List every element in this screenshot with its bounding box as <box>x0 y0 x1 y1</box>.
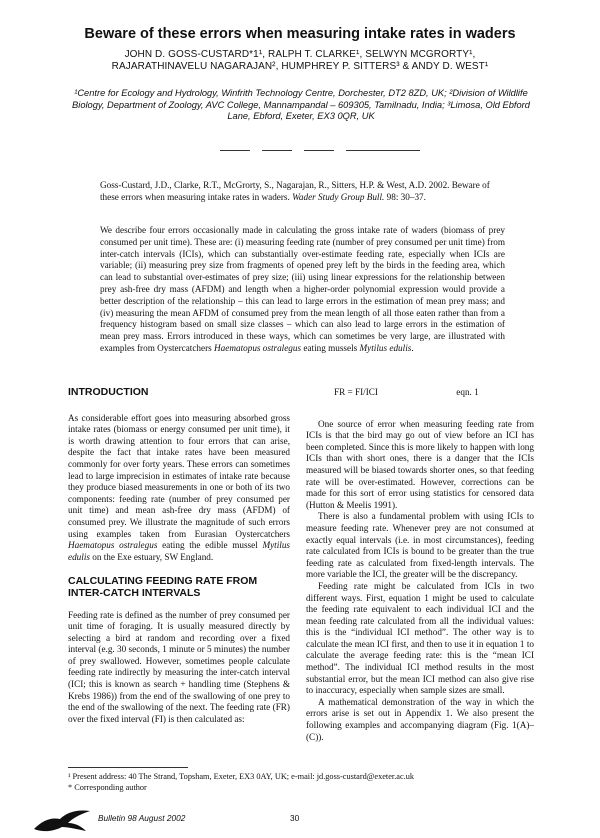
citation <box>100 180 505 204</box>
intro-end: on the Exe estuary, SW England. <box>92 551 214 562</box>
equation-text: FR = FI/ICI <box>334 387 378 397</box>
equation-1 <box>306 387 534 399</box>
footnote-address: ¹ Present address: 40 The Strand, Topsham, Exeter, EX3 0AY, UK; e-mail: jd.goss-custard@exeter.ac.uk <box>68 772 415 781</box>
abstract-species-2: Mytilus edulis <box>359 342 412 353</box>
right-column <box>306 387 534 743</box>
bird-logo-icon <box>32 807 92 835</box>
author-list: JOHN D. GOSS-CUSTARD*1¹, RALPH T. CLARKE¹, SELWYN MCGRORTY¹, RAJARATHINAVELU NAGARAJAN², HUMPHREY P. SITTERS³ & ANDY D. WEST¹ <box>111 49 489 72</box>
equation-label: eqn. 1 <box>456 387 479 397</box>
citation-text: Goss-Custard, J.D., Clarke, R.T., McGrorty, S., Nagarajan, R., Sitters, H.P. & West, A.D. 2002. Beware of these errors when measuring intake rates in waders. <box>100 180 490 202</box>
right-paragraph-1: One source of error when measuring feeding rate from ICIs is that the bird may go out of view before an ICI has been completed. Since this is more likely to happen with long ICIs than with short ones, there is a danger that the ICIs measured will be biased towards shorter ones, so that feeding rate will be over-estimated. However, corrections can be made for this sort of error using statistics for censored data (Hutton & Meelis 1991). <box>306 418 534 510</box>
affiliations: ¹Centre for Ecology and Hydrology, Winfrith Technology Centre, Dorchester, DT2 8ZD, UK; ²Division of Wildlife Biology, Department of Zoology, AVC College, Mannampandal – 609305, Tamilnadu, India; ³Limosa, Old Ebford Lane, Ebford, Exeter, EX3 0QR, UK <box>72 88 530 121</box>
footnotes <box>68 772 518 793</box>
right-paragraph-3: Feeding rate might be calculated from ICIs in two different ways. First, equation 1 might be used to calculate the feeding rate equivalent to each individual ICI and the mean feeding rate calculated from all the individual values: this is the “individual ICI method”. The other way is to calculate the mean ICI first, and then to use it in equation 1 to calculate the average feeding rate: this is the “mean ICI method”. The individual ICI method results in the most substantial error, but the mean ICI method can also give rise to inaccuracy, especially when sample sizes are small. <box>306 580 534 696</box>
citation-journal: Wader Study Group Bull. <box>292 191 385 202</box>
page-footer <box>0 803 600 833</box>
abstract-species-1: Haematopus ostralegus <box>214 342 302 353</box>
citation-volume: 98: 30–37. <box>386 191 426 202</box>
intro-species-2: Mytilus edulis <box>68 540 291 562</box>
right-paragraph-4: A mathematical demonstration of the way in which the errors arise is set out in Appendix 1. We also present the following examples and accompanying diagram (Fig. 1(A)–(C)). <box>306 696 534 742</box>
abstract <box>100 225 505 355</box>
page-number: 30 <box>290 813 300 823</box>
left-column <box>68 387 290 725</box>
intro-text: As considerable effort goes into measuring absorbed gross intake rates (biomass or energy consumed per unit time), it is worth drawing attention to four errors that can arise, despite the fact that intake rates have been measured commonly for over forty years. These errors can sometimes lead to large imprecision in estimates of intake rate because they produce biased measurements in one or both of its two components: feeding rate (number of prey consumed per unit time) and mean ash-free dry mass (AFDM) of consumed prey. We illustrate the magnitude of such errors using examples taken from Eurasian Oystercatchers <box>68 412 290 539</box>
abstract-mid: eating mussels <box>303 342 358 353</box>
intro-species-1: Haematopus ostralegus <box>68 540 158 551</box>
introduction-heading: INTRODUCTION <box>68 386 149 398</box>
footnote-corresponding: * Corresponding author <box>68 782 147 792</box>
footnote-rule <box>68 767 188 768</box>
section2-heading: CALCULATING FEEDING RATE FROM INTER-CATCH INTERVALS <box>68 575 258 599</box>
separator-rule <box>220 150 420 152</box>
abstract-text: We describe four errors occasionally made in calculating the gross intake rate of waders (biomass of prey consumed per unit time). These are: (i) measuring feeding rate (number of prey consumed per unit time) from inter-catch intervals (ICIs), which can substantially over-estimate feeding rate, especially when ICIs are variable; (ii) measuring prey size from fragments of opened prey left by the birds in the feeding area, which can lead to substantial over-estimates of prey size; (iii) using linear expressions for the relationship between prey ash-free dry mass (AFDM) and length when a higher-order polynomial expression would provide a better description of the relationship – this can lead to large errors in the estimation of mean prey mass; and (iv) measuring the mean AFDM of consumed prey from the mean length of all those eaten rather than from a frequency histogram based on small size classes – which can also lead to large errors in the estimation of mean prey mass. Errors introduced in these ways, which can sometimes be very large, are illustrated with examples from Oystercatchers <box>100 225 505 353</box>
section2-paragraph: Feeding rate is defined as the number of prey consumed per unit time of foraging. It is usually measured directly by selecting a bird at random and recording over a fixed interval (e.g. 30 seconds, 1 minute or 5 minutes) the number of prey swallowed. However, sometimes people calculate feeding rate indirectly by measuring the inter-catch interval (ICI; this is known as search + handling time (Stephens & Krebs 1986)) from the end of the swallowing of one prey to the end of the swallowing of the next. The feeding rate (FR) over the fixed interval (FI) is then calculated as: <box>68 609 290 724</box>
intro-mid: eating the edible mussel <box>162 540 258 551</box>
introduction-paragraph <box>68 413 290 564</box>
right-paragraph-2: There is also a fundamental problem with using ICIs to measure feeding rate. Whenever prey are not consumed at exactly equal intervals (i.e. in most circumstances), feeding rate calculated from ICIs is bound to be greater than the true feeding rate as calculated from fixed-length intervals. The more variable the ICI, the greater will be the discrepancy. <box>306 511 534 580</box>
paper-title: Beware of these errors when measuring intake rates in waders <box>84 26 516 42</box>
footer-journal: Bulletin 98 August 2002 <box>98 813 186 823</box>
abstract-end: . <box>411 342 414 353</box>
